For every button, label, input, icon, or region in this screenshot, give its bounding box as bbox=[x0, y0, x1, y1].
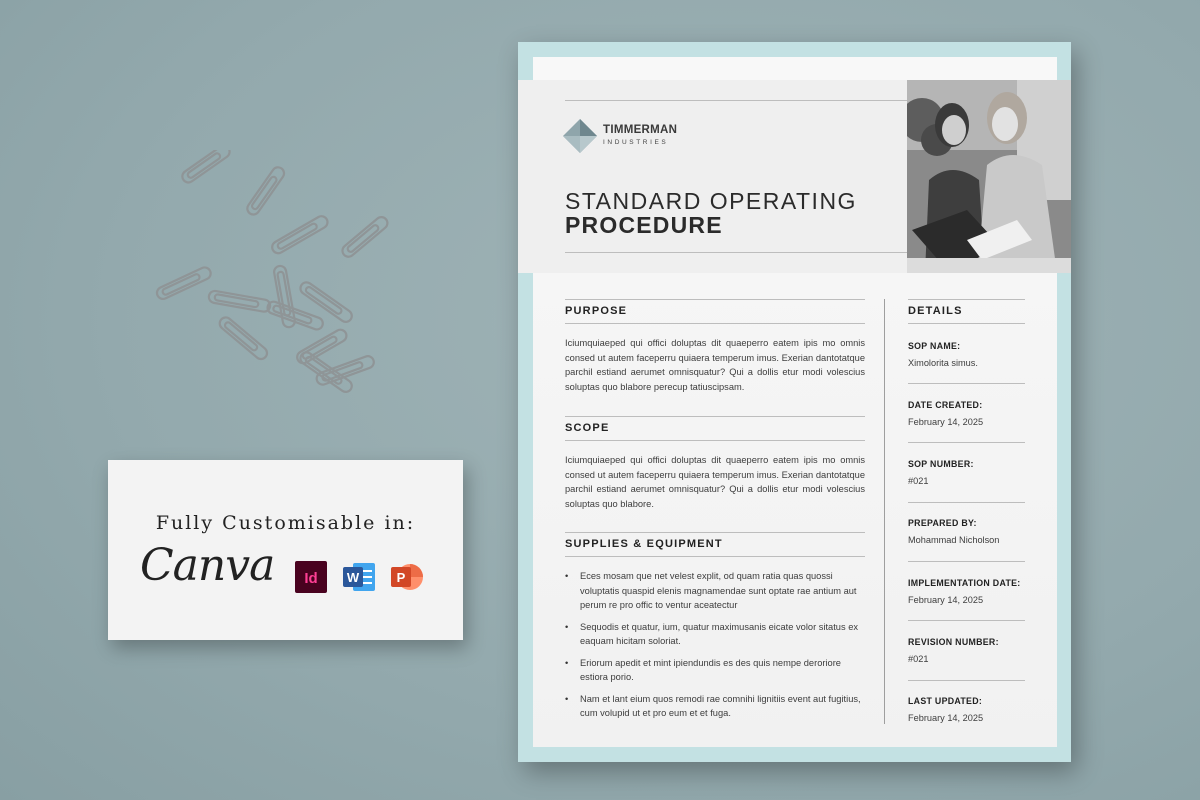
supplies-top-rule bbox=[565, 532, 865, 533]
detail-divider bbox=[908, 561, 1025, 562]
detail-implementation-date: IMPLEMENTATION DATE: February 14, 2025 bbox=[908, 578, 1021, 605]
scope-heading: SCOPE bbox=[565, 422, 610, 434]
detail-divider bbox=[908, 620, 1025, 621]
scope-text: Iciumquiaeped qui offici doluptas dit quaeperro eatem ipis mo omnis consed ut autem faceperru quiaera temperum imus. Exerian dantotatque parchil estiand aerumet omnisquatur? Qui a dollis etur modi volescius soluptas quo blabore. bbox=[565, 455, 865, 509]
detail-divider bbox=[908, 383, 1025, 384]
detail-revision-number: REVISION NUMBER: #021 bbox=[908, 637, 999, 664]
document-title-line2: PROCEDURE bbox=[565, 212, 723, 238]
purpose-text: Iciumquiaeped qui offici doluptas dit quaeperro eatem ipis mo omnis consed ut autem faceperru quiaera temperum imus. Exerian dantotatque parchil estiand aerumet omnisquatur? Qui a dollis etur modi volescius soluptas quo blabore perecup tatiuscipsam. bbox=[565, 338, 865, 392]
list-item: • Nam et lant eium quos remodi rae comnihi lignitiis event aut fugitius, cum volupid ut et pro eum et et fuga. bbox=[565, 692, 865, 721]
company-logo-icon bbox=[562, 118, 598, 154]
svg-text:P: P bbox=[396, 570, 406, 585]
detail-divider bbox=[908, 680, 1025, 681]
detail-last-updated: LAST UPDATED: February 14, 2025 bbox=[908, 696, 984, 723]
card-title: Fully Customisable in: bbox=[155, 512, 416, 534]
header-bottom-rule bbox=[565, 252, 907, 253]
list-item: • Sequodis et quatur, ium, quatur maximusanis eicate volor sitatus ex eaquam hicitam soloriat. bbox=[565, 620, 865, 649]
canva-logo: Canva bbox=[140, 540, 275, 591]
supplies-heading: SUPPLIES & EQUIPMENT bbox=[565, 538, 723, 550]
detail-date-created: DATE CREATED: February 14, 2025 bbox=[908, 400, 984, 427]
column-divider bbox=[884, 299, 885, 724]
purpose-top-rule bbox=[565, 299, 865, 300]
indesign-icon bbox=[295, 561, 327, 593]
scope-top-rule bbox=[565, 416, 865, 417]
header-top-rule bbox=[565, 100, 907, 101]
purpose-bottom-rule bbox=[565, 323, 865, 324]
detail-sop-name: SOP NAME: Ximolorita simus. bbox=[908, 341, 978, 368]
header-photo bbox=[907, 80, 1071, 273]
word-icon bbox=[343, 561, 375, 593]
list-item: • Eriorum apedit et mint ipiendundis es des quis nempe deroriore estiora porio. bbox=[565, 656, 865, 685]
paper-clips-image bbox=[140, 150, 400, 410]
company-subtitle: INDUSTRIES bbox=[603, 139, 669, 146]
details-bottom-rule bbox=[908, 323, 1025, 324]
detail-sop-number: SOP NUMBER: #021 bbox=[908, 459, 974, 486]
svg-text:W: W bbox=[346, 570, 360, 585]
document-title-line1: STANDARD OPERATING bbox=[565, 188, 857, 214]
customisable-card bbox=[108, 460, 463, 640]
detail-prepared-by: PREPARED BY: Mohammad Nicholson bbox=[908, 518, 1000, 545]
detail-divider bbox=[908, 442, 1025, 443]
powerpoint-icon bbox=[391, 561, 423, 593]
details-top-rule bbox=[908, 299, 1025, 300]
scope-bottom-rule bbox=[565, 440, 865, 441]
list-item: • Eces mosam que net velest explit, od quam ratia quas quossi voluptatis quaspid elenis magnamendae sunt optate rae antium aut perum re pro offic to ventur aceatectur bbox=[565, 569, 865, 613]
purpose-heading: PURPOSE bbox=[565, 305, 628, 317]
details-heading: DETAILS bbox=[908, 305, 963, 317]
supplies-list bbox=[565, 569, 865, 728]
supplies-bottom-rule bbox=[565, 556, 865, 557]
company-name: TIMMERMAN bbox=[603, 124, 678, 136]
svg-text:Id: Id bbox=[304, 570, 318, 587]
detail-divider bbox=[908, 502, 1025, 503]
